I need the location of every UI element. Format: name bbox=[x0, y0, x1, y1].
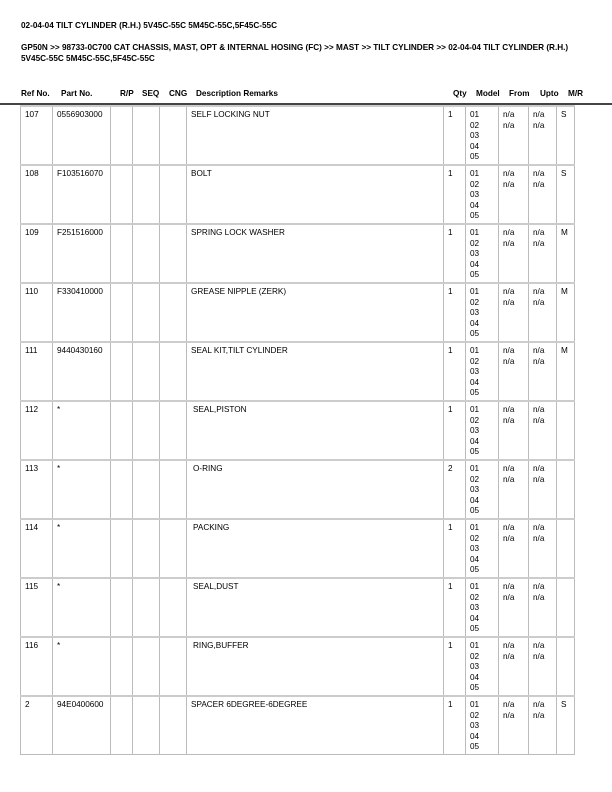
model-text: 05 bbox=[470, 388, 480, 397]
description-text: RING,BUFFER bbox=[193, 641, 249, 650]
model-text: 01 bbox=[470, 228, 480, 237]
cell-model bbox=[466, 342, 499, 401]
cell-mr bbox=[557, 460, 575, 519]
cell-model bbox=[466, 696, 499, 755]
description-text: SEAL KIT,TILT CYLINDER bbox=[191, 346, 288, 355]
table-row bbox=[21, 106, 575, 165]
ref-no-text: 111 bbox=[25, 346, 38, 355]
model-text: 05 bbox=[470, 447, 480, 456]
cell-qty bbox=[444, 696, 466, 755]
cell-part-no bbox=[53, 696, 111, 755]
breadcrumb: GP50N >> 98733-0C700 CAT CHASSIS, MAST, OPT & INTERNAL HOSING (FC) >> MAST >> TILT CYLINDER >> 02-04-04 TILT CYLINDER (R.H.) 5V45C-55C 5M45C-55C,5F45C-55C bbox=[21, 43, 569, 63]
cell-ref-no bbox=[21, 696, 53, 755]
table-row bbox=[21, 578, 575, 637]
model-text: 01 bbox=[470, 582, 480, 591]
model-text: 03 bbox=[470, 426, 480, 435]
model-text: 05 bbox=[470, 683, 480, 692]
mr-text: M bbox=[561, 228, 568, 237]
cell-cng bbox=[160, 283, 187, 342]
cell-seq bbox=[133, 578, 160, 637]
qty-text: 1 bbox=[448, 523, 453, 532]
cell-mr bbox=[557, 342, 575, 401]
model-text: 04 bbox=[470, 495, 480, 505]
cell-ref-no bbox=[21, 342, 53, 401]
model-text: 04 bbox=[470, 672, 480, 682]
table-row bbox=[21, 165, 575, 224]
cell-from bbox=[499, 283, 529, 342]
cell-upto bbox=[529, 578, 557, 637]
part-no-text: 9440430160 bbox=[57, 346, 103, 355]
model-text: 05 bbox=[470, 329, 480, 338]
cell-cng bbox=[160, 696, 187, 755]
table-row bbox=[21, 637, 575, 696]
model-text: 01 bbox=[470, 405, 480, 414]
col-mr: M/R bbox=[568, 89, 584, 98]
model-text: 03 bbox=[470, 485, 480, 494]
upto-text: n/a bbox=[533, 110, 545, 119]
cell-cng bbox=[160, 637, 187, 696]
mr-text: S bbox=[561, 169, 567, 178]
upto-text: n/a bbox=[533, 287, 545, 296]
cell-from bbox=[499, 637, 529, 696]
part-no-text: F251516000 bbox=[57, 228, 103, 237]
model-text: 05 bbox=[470, 624, 480, 633]
col-part: Part No. bbox=[61, 89, 93, 98]
model-text: 01 bbox=[470, 169, 480, 178]
qty-text: 1 bbox=[448, 169, 453, 178]
cell-qty bbox=[444, 519, 466, 578]
cell-ref-no bbox=[21, 401, 53, 460]
from-text: n/a bbox=[503, 474, 515, 484]
cell-part-no bbox=[53, 106, 111, 165]
cell-description bbox=[187, 696, 444, 755]
cell-mr bbox=[557, 401, 575, 460]
cell-from bbox=[499, 519, 529, 578]
part-no-text: 94E0400600 bbox=[57, 700, 104, 709]
upto-text: n/a bbox=[533, 120, 545, 130]
model-text: 01 bbox=[470, 641, 480, 650]
upto-text: n/a bbox=[533, 474, 545, 484]
cell-model bbox=[466, 460, 499, 519]
cell-ref-no bbox=[21, 106, 53, 165]
table-row bbox=[21, 401, 575, 460]
cell-model bbox=[466, 637, 499, 696]
cell-cng bbox=[160, 342, 187, 401]
part-no-text: F330410000 bbox=[57, 287, 103, 296]
upto-text: n/a bbox=[533, 651, 545, 661]
cell-cng bbox=[160, 519, 187, 578]
description-text: SEAL,DUST bbox=[193, 582, 239, 591]
ref-no-text: 112 bbox=[25, 405, 39, 414]
cell-description bbox=[187, 519, 444, 578]
cell-qty bbox=[444, 401, 466, 460]
col-qty: Qty bbox=[453, 89, 467, 98]
from-text: n/a bbox=[503, 523, 515, 532]
cell-mr bbox=[557, 283, 575, 342]
from-text: n/a bbox=[503, 405, 515, 414]
parts-table bbox=[20, 105, 575, 755]
table-header bbox=[0, 89, 612, 101]
col-from: From bbox=[509, 89, 530, 98]
cell-qty bbox=[444, 224, 466, 283]
qty-text: 1 bbox=[448, 582, 453, 591]
from-text: n/a bbox=[503, 700, 515, 709]
cell-from bbox=[499, 401, 529, 460]
cell-rp bbox=[111, 224, 133, 283]
cell-rp bbox=[111, 696, 133, 755]
model-text: 03 bbox=[470, 544, 480, 553]
cell-model bbox=[466, 165, 499, 224]
model-text: 04 bbox=[470, 141, 480, 151]
upto-text: n/a bbox=[533, 523, 545, 532]
cell-model bbox=[466, 224, 499, 283]
col-upto: Upto bbox=[540, 89, 559, 98]
cell-upto bbox=[529, 401, 557, 460]
model-text: 01 bbox=[470, 287, 480, 296]
from-text: n/a bbox=[503, 464, 515, 473]
cell-mr bbox=[557, 165, 575, 224]
cell-model bbox=[466, 578, 499, 637]
col-model: Model bbox=[476, 89, 500, 98]
part-no-text: * bbox=[57, 464, 61, 473]
model-text: 03 bbox=[470, 308, 480, 317]
from-text: n/a bbox=[503, 533, 515, 543]
model-text: 01 bbox=[470, 464, 480, 473]
cell-rp bbox=[111, 106, 133, 165]
cell-part-no bbox=[53, 519, 111, 578]
upto-text: n/a bbox=[533, 700, 545, 709]
col-desc: Description Remarks bbox=[196, 89, 278, 98]
cell-description bbox=[187, 283, 444, 342]
from-text: n/a bbox=[503, 228, 515, 237]
qty-text: 2 bbox=[448, 464, 453, 473]
upto-text: n/a bbox=[533, 228, 545, 237]
cell-mr bbox=[557, 637, 575, 696]
cell-seq bbox=[133, 165, 160, 224]
model-text: 03 bbox=[470, 662, 480, 671]
upto-text: n/a bbox=[533, 179, 545, 189]
from-text: n/a bbox=[503, 415, 515, 425]
table-row bbox=[21, 342, 575, 401]
from-text: n/a bbox=[503, 346, 515, 355]
cell-qty bbox=[444, 637, 466, 696]
description-text: SEAL,PISTON bbox=[193, 405, 247, 414]
cell-part-no bbox=[53, 165, 111, 224]
description-text: SPRING LOCK WASHER bbox=[191, 228, 285, 237]
qty-text: 1 bbox=[448, 346, 453, 355]
ref-no-text: 110 bbox=[25, 287, 39, 296]
cell-description bbox=[187, 106, 444, 165]
from-text: n/a bbox=[503, 592, 515, 602]
cell-description bbox=[187, 401, 444, 460]
upto-text: n/a bbox=[533, 346, 545, 355]
model-text: 05 bbox=[470, 565, 480, 574]
cell-part-no bbox=[53, 401, 111, 460]
model-text: 05 bbox=[470, 506, 480, 515]
qty-text: 1 bbox=[448, 228, 453, 237]
description-text: O-RING bbox=[193, 464, 223, 473]
cell-upto bbox=[529, 637, 557, 696]
model-text: 02 bbox=[470, 592, 480, 602]
qty-text: 1 bbox=[448, 700, 453, 709]
cell-qty bbox=[444, 106, 466, 165]
model-text: 01 bbox=[470, 346, 480, 355]
cell-rp bbox=[111, 519, 133, 578]
from-text: n/a bbox=[503, 641, 515, 650]
upto-text: n/a bbox=[533, 710, 545, 720]
model-text: 01 bbox=[470, 700, 480, 709]
model-text: 04 bbox=[470, 259, 480, 269]
part-no-text: 0556903000 bbox=[57, 110, 103, 119]
model-text: 02 bbox=[470, 120, 480, 130]
part-no-text: * bbox=[57, 523, 61, 532]
mr-text: S bbox=[561, 110, 567, 119]
upto-text: n/a bbox=[533, 464, 545, 473]
cell-part-no bbox=[53, 224, 111, 283]
cell-ref-no bbox=[21, 460, 53, 519]
cell-seq bbox=[133, 637, 160, 696]
cell-ref-no bbox=[21, 283, 53, 342]
cell-description bbox=[187, 165, 444, 224]
ref-no-text: 116 bbox=[25, 641, 39, 650]
from-text: n/a bbox=[503, 179, 515, 189]
mr-text: S bbox=[561, 700, 567, 709]
model-text: 05 bbox=[470, 211, 480, 220]
cell-from bbox=[499, 224, 529, 283]
col-ref: Ref No. bbox=[21, 89, 50, 98]
model-text: 03 bbox=[470, 367, 480, 376]
model-text: 04 bbox=[470, 731, 480, 741]
upto-text: n/a bbox=[533, 238, 545, 248]
cell-qty bbox=[444, 165, 466, 224]
part-no-text: F103516070 bbox=[57, 169, 103, 178]
cell-from bbox=[499, 342, 529, 401]
from-text: n/a bbox=[503, 238, 515, 248]
cell-description bbox=[187, 637, 444, 696]
qty-text: 1 bbox=[448, 641, 453, 650]
upto-text: n/a bbox=[533, 592, 545, 602]
cell-mr bbox=[557, 224, 575, 283]
from-text: n/a bbox=[503, 169, 515, 178]
cell-description bbox=[187, 578, 444, 637]
cell-mr bbox=[557, 696, 575, 755]
cell-upto bbox=[529, 460, 557, 519]
qty-text: 1 bbox=[448, 405, 453, 414]
qty-text: 1 bbox=[448, 110, 453, 119]
model-text: 03 bbox=[470, 603, 480, 612]
cell-upto bbox=[529, 342, 557, 401]
cell-cng bbox=[160, 401, 187, 460]
part-no-text: * bbox=[57, 582, 61, 591]
model-text: 04 bbox=[470, 318, 480, 328]
col-cng: CNG bbox=[169, 89, 188, 98]
upto-text: n/a bbox=[533, 582, 545, 591]
cell-model bbox=[466, 283, 499, 342]
ref-no-text: 108 bbox=[25, 169, 39, 178]
cell-from bbox=[499, 165, 529, 224]
cell-seq bbox=[133, 106, 160, 165]
cell-ref-no bbox=[21, 224, 53, 283]
cell-upto bbox=[529, 519, 557, 578]
cell-qty bbox=[444, 460, 466, 519]
ref-no-text: 115 bbox=[25, 582, 39, 591]
cell-cng bbox=[160, 106, 187, 165]
cell-from bbox=[499, 696, 529, 755]
model-text: 05 bbox=[470, 152, 480, 161]
model-text: 02 bbox=[470, 238, 480, 248]
col-seq: SEQ bbox=[142, 89, 160, 98]
cell-part-no bbox=[53, 342, 111, 401]
cell-description bbox=[187, 224, 444, 283]
model-text: 03 bbox=[470, 190, 480, 199]
cell-rp bbox=[111, 460, 133, 519]
from-text: n/a bbox=[503, 120, 515, 130]
cell-rp bbox=[111, 342, 133, 401]
cell-cng bbox=[160, 165, 187, 224]
model-text: 01 bbox=[470, 523, 480, 532]
from-text: n/a bbox=[503, 287, 515, 296]
model-text: 03 bbox=[470, 721, 480, 730]
cell-cng bbox=[160, 224, 187, 283]
ref-no-text: 107 bbox=[25, 110, 39, 119]
cell-upto bbox=[529, 224, 557, 283]
cell-cng bbox=[160, 578, 187, 637]
model-text: 02 bbox=[470, 474, 480, 484]
upto-text: n/a bbox=[533, 297, 545, 307]
model-text: 04 bbox=[470, 200, 480, 210]
description-text: GREASE NIPPLE (ZERK) bbox=[191, 287, 287, 296]
table-row bbox=[21, 696, 575, 755]
ref-no-text: 113 bbox=[25, 464, 39, 473]
upto-text: n/a bbox=[533, 169, 545, 178]
cell-from bbox=[499, 578, 529, 637]
cell-ref-no bbox=[21, 165, 53, 224]
cell-model bbox=[466, 106, 499, 165]
cell-seq bbox=[133, 342, 160, 401]
page-title: 02-04-04 TILT CYLINDER (R.H.) 5V45C-55C 5M45C-55C,5F45C-55C bbox=[21, 21, 278, 30]
model-text: 02 bbox=[470, 415, 480, 425]
cell-from bbox=[499, 106, 529, 165]
ref-no-text: 2 bbox=[25, 700, 30, 709]
cell-mr bbox=[557, 106, 575, 165]
cell-model bbox=[466, 519, 499, 578]
cell-rp bbox=[111, 637, 133, 696]
cell-ref-no bbox=[21, 578, 53, 637]
cell-qty bbox=[444, 342, 466, 401]
model-text: 04 bbox=[470, 554, 480, 564]
cell-upto bbox=[529, 283, 557, 342]
cell-qty bbox=[444, 283, 466, 342]
model-text: 05 bbox=[470, 270, 480, 279]
description-text: BOLT bbox=[191, 169, 212, 178]
from-text: n/a bbox=[503, 110, 515, 119]
cell-part-no bbox=[53, 578, 111, 637]
part-no-text: * bbox=[57, 641, 61, 650]
from-text: n/a bbox=[503, 297, 515, 307]
part-no-text: * bbox=[57, 405, 61, 414]
upto-text: n/a bbox=[533, 405, 545, 414]
from-text: n/a bbox=[503, 582, 515, 591]
model-text: 05 bbox=[470, 742, 480, 751]
cell-seq bbox=[133, 460, 160, 519]
model-text: 04 bbox=[470, 613, 480, 623]
cell-description bbox=[187, 342, 444, 401]
cell-upto bbox=[529, 165, 557, 224]
cell-rp bbox=[111, 165, 133, 224]
ref-no-text: 109 bbox=[25, 228, 39, 237]
model-text: 02 bbox=[470, 179, 480, 189]
mr-text: M bbox=[561, 287, 568, 296]
upto-text: n/a bbox=[533, 533, 545, 543]
cell-upto bbox=[529, 106, 557, 165]
cell-mr bbox=[557, 578, 575, 637]
description-text: PACKING bbox=[193, 523, 230, 532]
model-text: 02 bbox=[470, 533, 480, 543]
cell-rp bbox=[111, 401, 133, 460]
table-row bbox=[21, 460, 575, 519]
from-text: n/a bbox=[503, 710, 515, 720]
table-row bbox=[21, 283, 575, 342]
cell-part-no bbox=[53, 460, 111, 519]
cell-description bbox=[187, 460, 444, 519]
cell-from bbox=[499, 460, 529, 519]
from-text: n/a bbox=[503, 651, 515, 661]
cell-upto bbox=[529, 696, 557, 755]
cell-seq bbox=[133, 519, 160, 578]
model-text: 02 bbox=[470, 710, 480, 720]
model-text: 02 bbox=[470, 297, 480, 307]
cell-model bbox=[466, 401, 499, 460]
cell-seq bbox=[133, 696, 160, 755]
table-row bbox=[21, 224, 575, 283]
cell-qty bbox=[444, 578, 466, 637]
cell-seq bbox=[133, 283, 160, 342]
model-text: 03 bbox=[470, 249, 480, 258]
cell-ref-no bbox=[21, 519, 53, 578]
cell-part-no bbox=[53, 283, 111, 342]
upto-text: n/a bbox=[533, 415, 545, 425]
model-text: 02 bbox=[470, 651, 480, 661]
cell-rp bbox=[111, 578, 133, 637]
description-text: SELF LOCKING NUT bbox=[191, 110, 270, 119]
cell-ref-no bbox=[21, 637, 53, 696]
upto-text: n/a bbox=[533, 641, 545, 650]
cell-seq bbox=[133, 401, 160, 460]
description-text: SPACER 6DEGREE-6DEGREE bbox=[191, 700, 308, 709]
mr-text: M bbox=[561, 346, 568, 355]
cell-cng bbox=[160, 460, 187, 519]
ref-no-text: 114 bbox=[25, 523, 39, 532]
qty-text: 1 bbox=[448, 287, 453, 296]
model-text: 04 bbox=[470, 436, 480, 446]
model-text: 02 bbox=[470, 356, 480, 366]
from-text: n/a bbox=[503, 356, 515, 366]
upto-text: n/a bbox=[533, 356, 545, 366]
cell-part-no bbox=[53, 637, 111, 696]
model-text: 01 bbox=[470, 110, 480, 119]
cell-rp bbox=[111, 283, 133, 342]
model-text: 03 bbox=[470, 131, 480, 140]
model-text: 04 bbox=[470, 377, 480, 387]
col-rp: R/P bbox=[120, 89, 134, 98]
table-row bbox=[21, 519, 575, 578]
cell-seq bbox=[133, 224, 160, 283]
cell-mr bbox=[557, 519, 575, 578]
